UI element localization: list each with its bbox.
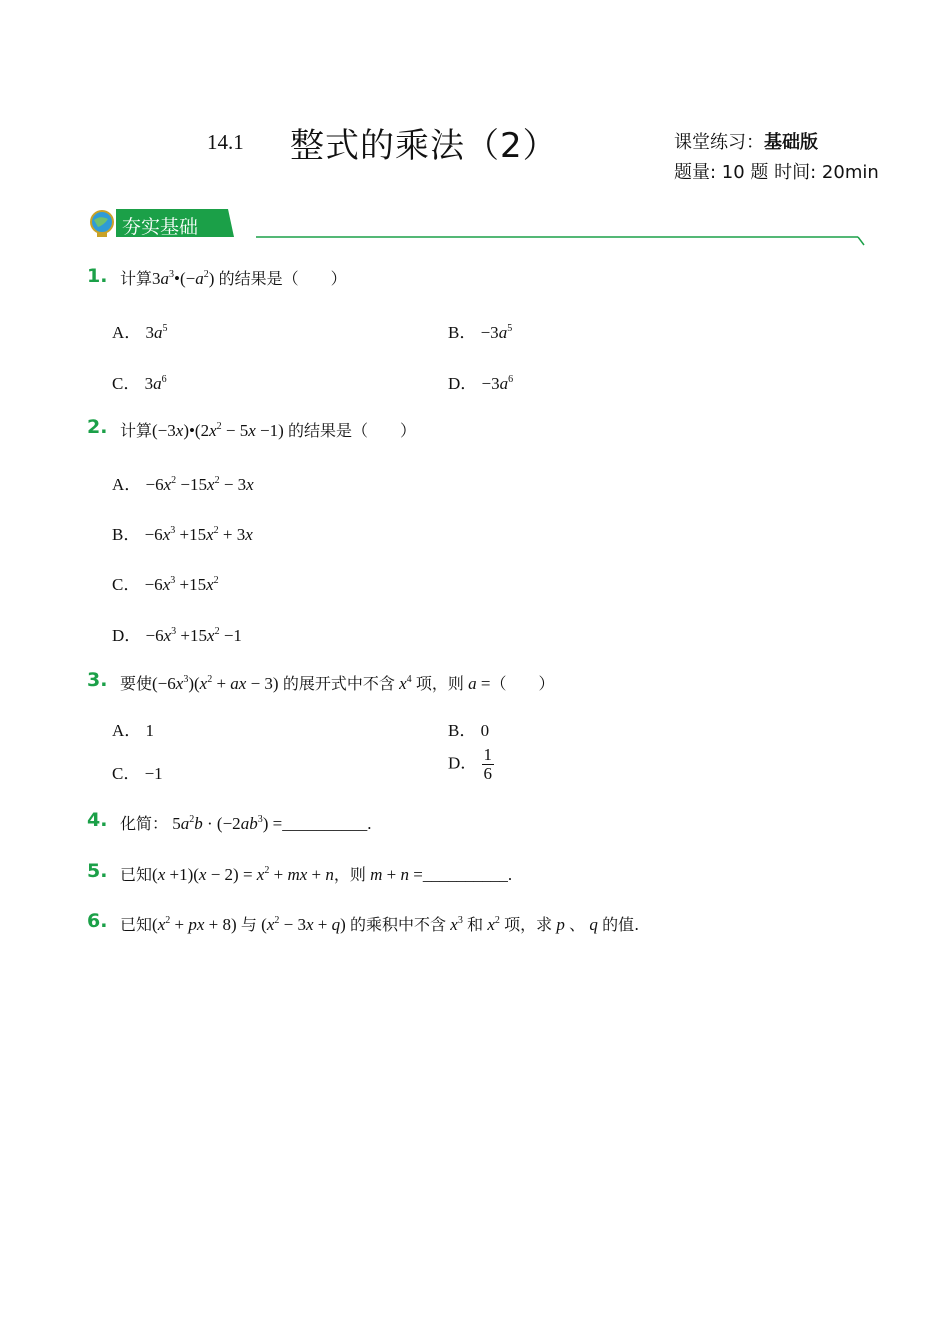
- stem-text: 已知: [120, 865, 153, 884]
- option-d[interactable]: D． $-6x^3 +15x^2 -1$: [112, 626, 242, 645]
- question-stem: 要使$(-6x^3)(x^2$ + ax − 3) 的展开式中不含 $x^4$ 项，则 a =（ ）: [120, 674, 555, 693]
- stem-mid: ，则: [333, 865, 366, 884]
- question-stem: 已知($x^2$ + px + 8) 与 $(x^2 - 3x + q)$ 的乘积中不含 $x^3$ 和 $x^2$ 项，求 p 、 q 的值.: [120, 915, 640, 934]
- section-banner: [88, 207, 868, 249]
- stem-text: 已知: [120, 915, 153, 934]
- practice-label: [674, 128, 818, 154]
- question-stem: 化简： $5a^2b \cdot (-2ab^3)$ =__________.: [120, 814, 372, 833]
- option-d[interactable]: D． $\frac{1}{6}$: [448, 745, 493, 783]
- stem-mid3: 和: [467, 915, 484, 934]
- stem-mid: 的展开式中不含: [282, 674, 395, 693]
- stem-mid: 与: [240, 915, 257, 934]
- question-number: 1.: [87, 265, 108, 287]
- option-b[interactable]: B． $-3a^5$: [448, 323, 513, 342]
- stem-mid4: 项，求: [504, 915, 553, 934]
- option-b[interactable]: B． 0: [448, 721, 490, 740]
- option-d[interactable]: D． $-3a^6$: [448, 374, 514, 393]
- question-number: 2.: [87, 416, 108, 438]
- stem-tail: 的结果是（ ）: [218, 269, 347, 288]
- question-stem: 已知$(x +1)(x - 2) = x^2$ + mx + n，则 m + n =__________.: [120, 865, 513, 884]
- banner-label: 夯实基础: [122, 216, 199, 238]
- stem-tail: （ ）: [490, 674, 555, 693]
- stem-text: 计算: [120, 421, 153, 440]
- stem-text: 计算: [120, 269, 153, 288]
- option-c[interactable]: C． $-6x^3 +15x^2$: [112, 575, 219, 594]
- banner-rule-tail: [858, 237, 864, 245]
- question-stem: 计算$(-3x)•(2x^2 - 5x -1)$ 的结果是（ ）: [120, 421, 417, 440]
- question-stem: 计算$3a^3•(-a^2)$ 的结果是（ ）: [120, 269, 347, 288]
- option-a[interactable]: A． $3a^5$: [112, 323, 168, 342]
- option-a[interactable]: A． $-6x^2 -15x^2 - 3x$: [112, 475, 254, 494]
- stem-tail: 的结果是（ ）: [288, 421, 417, 440]
- option-b[interactable]: B． $-6x^3 +15x^2 + 3x$: [112, 525, 253, 544]
- fraction: $\frac{1}{6}$: [483, 745, 493, 783]
- question-number: 5.: [87, 860, 108, 882]
- question-number: 6.: [87, 910, 108, 932]
- stem-text: 要使: [120, 674, 153, 693]
- question-number: 4.: [87, 809, 108, 831]
- question-number: 3.: [87, 669, 108, 691]
- answer-blank[interactable]: __________.: [282, 814, 372, 833]
- page-title: 整式的乘法（2）: [290, 126, 558, 166]
- option-c[interactable]: C． −1: [112, 764, 163, 783]
- section-number: 14.1: [207, 130, 244, 154]
- stem-tail: 的值.: [602, 915, 640, 934]
- stem-text: 化简：: [120, 814, 169, 833]
- practice-level: 基础版: [764, 132, 818, 153]
- practice-label-text: 课堂练习：: [674, 132, 764, 153]
- answer-blank[interactable]: __________.: [422, 865, 513, 884]
- option-c[interactable]: C． $3a^6$: [112, 374, 167, 393]
- option-a[interactable]: A． 1: [112, 721, 155, 740]
- stem-mid5: 、: [569, 915, 586, 934]
- stem-mid2: 的乘积中不含: [350, 915, 447, 934]
- practice-meta: 题量: 10 题 时间: 20min: [674, 162, 879, 183]
- stem-mid2: 项，则: [415, 674, 464, 693]
- globe-stand: [97, 233, 107, 237]
